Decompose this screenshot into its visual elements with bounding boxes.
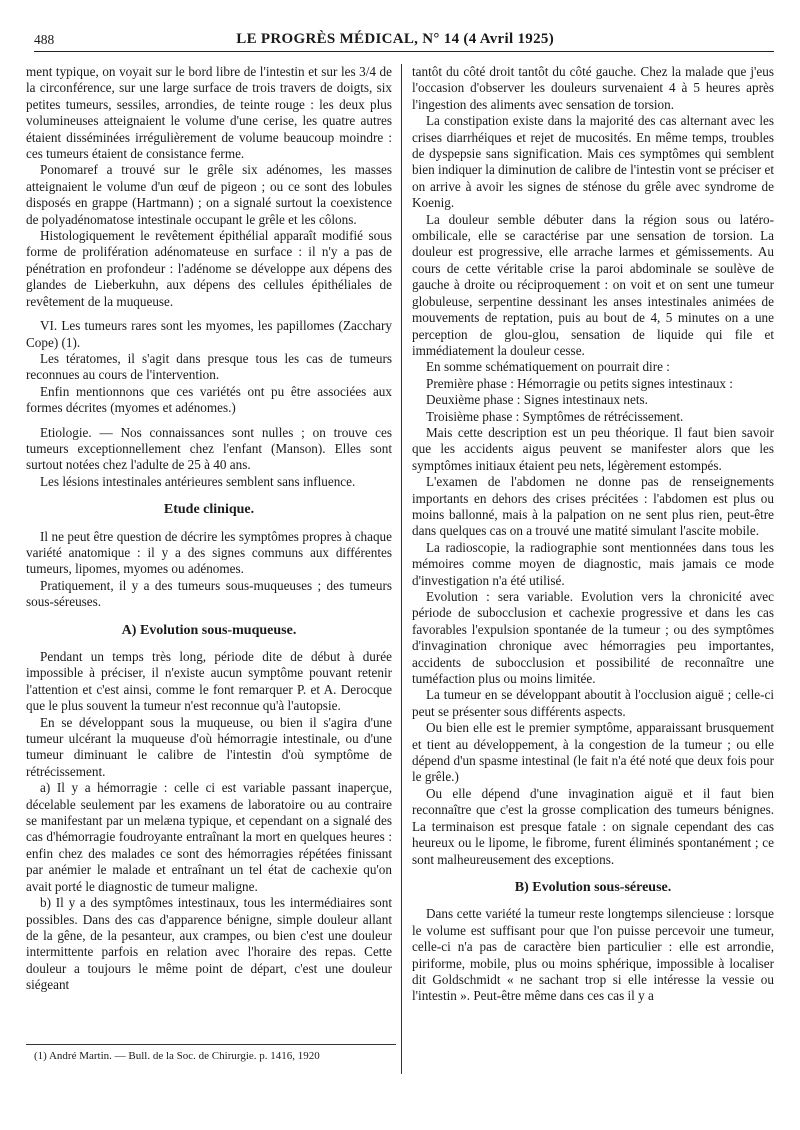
paragraph: En somme schématiquement on pourrait dire : xyxy=(426,359,670,375)
paragraph: Les tératomes, il s'agit dans presque tous les cas de tumeurs reconnues au cours de l'intervention. xyxy=(26,350,392,383)
running-title: LE PROGRÈS MÉDICAL, N° 14 (4 Avril 1925) xyxy=(236,31,554,47)
running-header xyxy=(34,26,774,52)
paragraph: Ponomaref a trouvé sur le grêle six adénomes, les masses atteignaient le volume d'un œuf de pigeon ; ou ce sont des lobules disposés en grappe (Hartmann) ; on a signalé surtout la coexistence de polyadénomatose intestinale occupant le grêle et les côlons. xyxy=(26,162,392,227)
paragraph: Histologiquement le revêtement épithélial apparaît modifié sous forme de prolifération adénomateuse en surface : il n'y a pas de pénétration en profondeur : l'adénome se développe aux dépens des glandes de Lieberkuhn, aux dépens des cellules épithéliales de revêtement de la muqueuse. xyxy=(26,228,392,309)
right-column xyxy=(412,64,774,1005)
paragraph: Evolution : sera variable. Evolution vers la chronicité avec période de subocclusion et cachexie progressive et dans les cas favorables l'expulsion spontanée de la tumeur ; ou des symptômes d'invagination chronique avec hémorragies peu importantes, accidents de subocclusion et possibilité de reconnaître une tuméfaction plus ou moins limitée. xyxy=(412,589,774,687)
paragraph: Il ne peut être question de décrire les symptômes propres à chaque variété anatomique : il y a des signes communs aux différentes tumeurs, lipomes, myomes ou adénomes. xyxy=(26,528,392,577)
left-column xyxy=(26,64,392,994)
paragraph: Etiologie. — Nos connaissances sont nulles ; on trouve ces tumeurs exceptionnellement chez l'enfant (Manson). Elles sont surtout notées chez l'adulte de 25 à 40 ans. xyxy=(26,424,392,473)
page-number: 488 xyxy=(34,32,55,47)
paragraph: Pratiquement, il y a des tumeurs sous-muqueuses ; des tumeurs sous-séreuses. xyxy=(26,577,392,610)
paragraph: Dans cette variété la tumeur reste longtemps silencieuse : lorsque le volume est suffisant pour que l'on puisse percevoir une tumeur, celle-ci n'a pas de caractère bien particulier : elle est arrondie, piriforme, mobile, plus ou moins sphérique, impossible à localiser dit Goldschmidt « ne sachant trop si elle intéresse la vessie ou l'intestin ». Peut-être même dans ces cas il y a xyxy=(412,906,774,1004)
paragraph: Enfin mentionnons que ces variétés ont pu être associées aux formes décrites (myomes et adénomes.) xyxy=(26,383,392,416)
paragraph: La douleur semble débuter dans la région sous ou latéro-ombilicale, elle se caractérise par une sensation de torsion. La douleur est progressive, elle arrache larmes et gémissements. Au cours de cette véritable crise la paroi abdominale se soulève de gauche à droite ou réciproquement : on voit et on sent une tumeur globuleuse, serpentine dessinant les anses intestinales animées de mouvements de reptation, puis au bout de 4, 5 minutes on a une perception de glou-glou, sensation de liquide qui file et immédiatement la douleur cesse. xyxy=(412,211,774,358)
paragraph: Les lésions intestinales antérieures semblent sans influence. xyxy=(40,473,356,489)
paragraph: a) Il y a hémorragie : celle ci est variable passant inaperçue, décelable seulement par les examens de laboratoire ou au contraire se manifestant par un melæna typique, et cependant on a signalé des cas d'hémorragie foudroyante entraînant la mort en quelques heures : enfin chez des malades ce sont des hémorragies répétées finissant par anémier le malade et entraînant un tel état de cachexie qu'on avait porté le diagnostic de tumeur maligne. xyxy=(26,780,392,894)
paragraph: L'examen de l'abdomen ne donne pas de renseignements importants en dehors des crises précitées : l'abdomen est plus ou moins ballonné, mais à la palpation on ne sent plus rien, peut-être dans quelques cas on a trouvé une matité simulant l'ascite mobile. xyxy=(412,474,774,539)
section-heading: Etude clinique. xyxy=(163,502,255,518)
paragraph: b) Il y a des symptômes intestinaux, tous les intermédiaires sont possibles. Dans des cas d'apparence bénigne, simple douleur allant de la gêne, de la pesanteur, aux crampes, ou bien c'est une douleur intermittente parfois en relation avec l'horaire des repas. Cette douleur a toujours le même point de départ, c'est une douleur siégeant xyxy=(26,895,392,993)
paragraph: Ou elle dépend d'une invagination aiguë et il faut bien reconnaître que c'est la grosse complication des tumeurs bénignes. La terminaison est presque fatale : on signale cependant des cas heureux ou le lipome, le fibrome, furent éliminés spontanément ; ce sont malheureusement des exceptions. xyxy=(412,785,774,867)
paragraph: Première phase : Hémorragie ou petits signes intestinaux : xyxy=(426,375,733,391)
paragraph: ment typique, on voyait sur le bord libre de l'intestin et sur les 3/4 de la circonférence, sur une large surface de trois travers de doigts, six petites tumeurs, sessiles, arrondies, de teinte rouge : les deux plus volumineuses atteignaient le volume d'une cerise, les quatre autres étaient disséminées irrégulièrement de volume beaucoup moindre : ces tumeurs étaient de consistance ferme. xyxy=(26,64,392,162)
footnote-rule xyxy=(26,1044,396,1045)
footnote: (1) André Martin. — Bull. de la Soc. de Chirurgie. p. 1416, 1920 xyxy=(34,1050,320,1062)
paragraph: Mais cette description est un peu théorique. Il faut bien savoir que les accidents aigus peuvent se manifester alors que les symptômes initiaux étaient peu nets, légèrement estompés. xyxy=(412,424,774,473)
subsection-heading: B) Evolution sous-séreuse. xyxy=(514,879,672,895)
column-divider xyxy=(401,64,402,1074)
paragraph: tantôt du côté droit tantôt du côté gauche. Chez la malade que j'eus l'occasion d'observer les douleurs survenaient 4 à 5 heures après l'ingestion des aliments avec sensation de torsion. xyxy=(412,64,774,112)
paragraph: Deuxième phase : Signes intestinaux nets. xyxy=(426,392,648,408)
paragraph: Pendant un temps très long, période dite de début à durée impossible à préciser, il n'existe aucun symptôme pouvant retenir l'attention et c'est ainsi, comme le font remarquer P. et A. Derocque que le plus souvent la tumeur n'est reconnue qu'à l'autopsie. xyxy=(26,649,392,714)
paragraph: La tumeur en se développant aboutit à l'occlusion aiguë ; celle-ci peut se présenter sous différents aspects. xyxy=(412,687,774,719)
subsection-heading: A) Evolution sous-muqueuse. xyxy=(121,622,297,638)
paragraph: La constipation existe dans la majorité des cas alternant avec les crises diarrhéiques et rejet de mucosités. En même temps, troubles de dyspepsie sans signification. Mais ces symptômes qui semblent bien indiquer la diminution de calibre de l'intestin vont se préciser et on arrive à avoir les signes de sténose du grêle avec syndrome de Koenig. xyxy=(412,113,774,211)
paragraph: La radioscopie, la radiographie sont mentionnées dans tous les mémoires comme moyen de diagnostic, mais jamais ce mode d'investigation n'a été utilisé. xyxy=(412,539,774,588)
paragraph: Troisième phase : Symptômes de rétrécissement. xyxy=(426,408,684,424)
paragraph: En se développant sous la muqueuse, ou bien il s'agira d'une tumeur ulcérant la muqueuse d'où hémorragie intestinale, ou d'une tumeur diminuant le calibre de l'intestin d'où symptôme de rétrécissement. xyxy=(26,714,392,779)
paragraph: VI. Les tumeurs rares sont les myomes, les papillomes (Zacchary Cope) (1). xyxy=(26,318,392,350)
paragraph: Ou bien elle est le premier symptôme, apparaissant brusquement et tient au développement, à la congestion de la tumeur ; ou elle dépend d'un spasme intestinal (le fait n'a été noté que deux fois pour le grêle.) xyxy=(412,720,774,785)
